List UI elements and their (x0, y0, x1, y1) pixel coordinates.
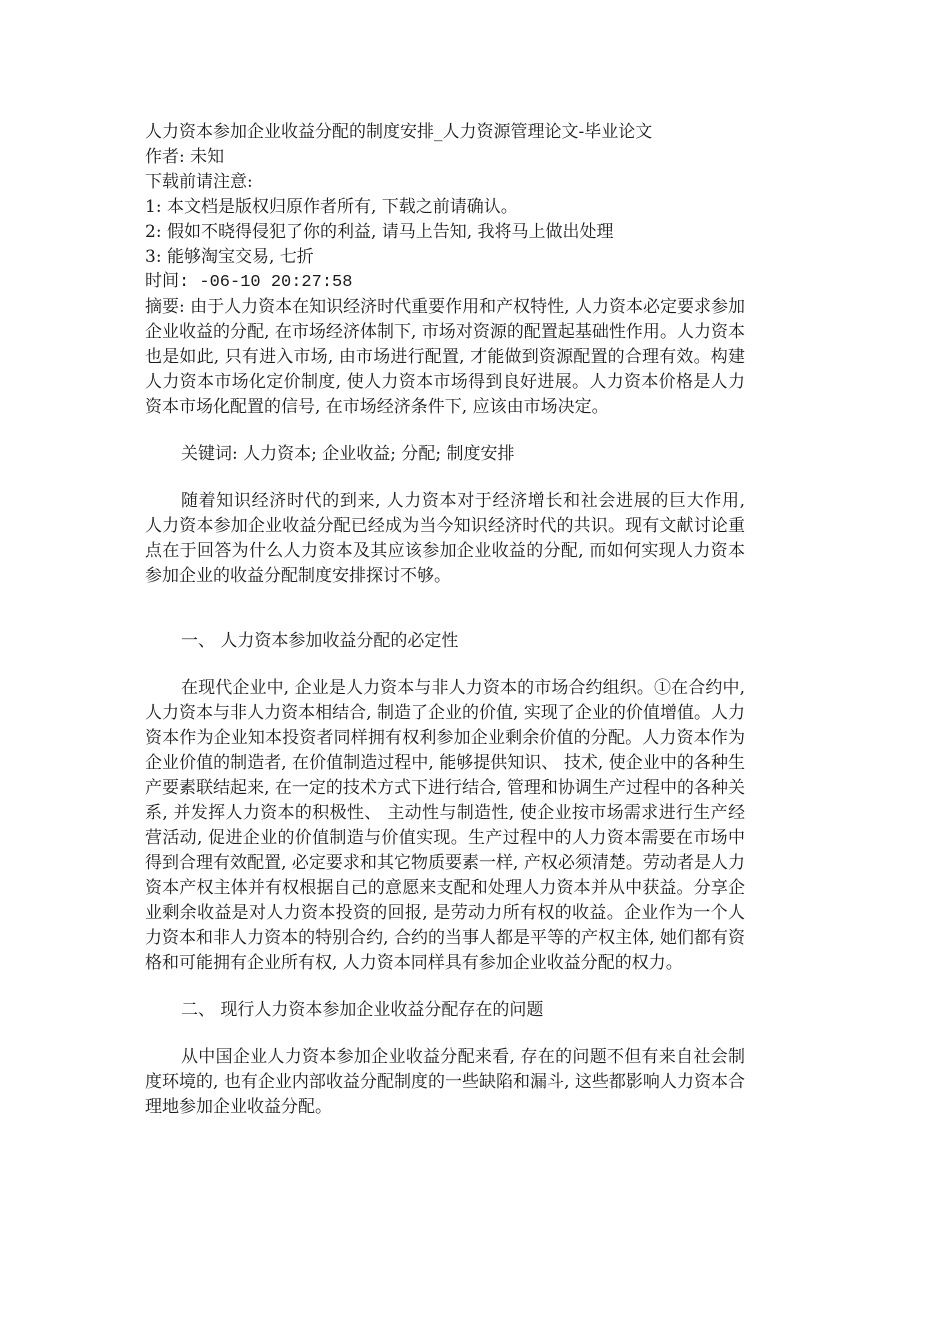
notice-item: 1: 本文档是版权归原作者所有, 下载之前请确认。 (145, 197, 518, 217)
section-heading: 二、 现行人力资本参加企业收益分配存在的问题 (181, 1000, 544, 1020)
intro-paragraph: 随着知识经济时代的到来, 人力资本对于经济增长和社会进展的巨大作用, 人力资本参加企业收益分配已经成为当今知识经济时代的共识。现有文献讨论重点在于回答为什么人力资本及其应该参加企业收益的分配, 而如何实现人力资本参加企业的收益分配制度安排探讨不够。 (145, 491, 745, 586)
notice-header: 下载前请注意: (145, 172, 253, 192)
document-page (145, 120, 745, 1120)
section-heading: 一、 人力资本参加收益分配的必定性 (181, 631, 459, 651)
keywords-line: 关键词: 人力资本; 企业收益; 分配; 制度安排 (181, 444, 515, 464)
document-title: 人力资本参加企业收益分配的制度安排_人力资源管理论文-毕业论文 (145, 122, 653, 142)
notice-item: 3: 能够淘宝交易, 七折 (145, 247, 314, 267)
time-line: 时间: -06-10 20:27:58 (145, 273, 353, 292)
abstract-paragraph: 摘要: 由于人力资本在知识经济时代重要作用和产权特性, 人力资本必定要求参加企业收益的分配, 在市场经济体制下, 市场对资源的配置起基础性作用。人力资本也是如此, 只有进入市场, 由市场进行配置, 才能做到资源配置的合理有效。构建人力资本市场化定价制度, 使人力资本市场得到良好进展。人力资本价格是人力资本市场化配置的信号, 在市场经济条件下, 应该由市场决定。 (145, 297, 745, 417)
section-body: 从中国企业人力资本参加企业收益分配来看, 存在的问题不但有来自社会制度环境的, 也有企业内部收益分配制度的一些缺陷和漏斗, 这些都影响人力资本合理地参加企业收益分配。 (145, 1047, 745, 1117)
section-body: 在现代企业中, 企业是人力资本与非人力资本的市场合约组织。①在合约中, 人力资本与非人力资本相结合, 制造了企业的价值, 实现了企业的价值增值。人力资本作为企业知本投资者同样拥有权利参加企业剩余价值的分配。人力资本作为企业价值的制造者, 在价值制造过程中, 能够提供知识、 技术, 使企业中的各种生产要素联结起来, 在一定的技术方式下进行结合, 管理和协调生产过程中的各种关系, 并发挥人力资本的积极性、 主动性与制造性, 使企业按市场需求进行生产经营活动, 促进企业的价值制造与价值实现。生产过程中的人力资本需要在市场中得到合理有效配置, 必定要求和其它物质要素一样, 产权必须清楚。劳动者是人力资本产权主体并有权根据自己的意愿来支配和处理人力资本并从中获益。分享企业剩余收益是对人力资本投资的回报, 是劳动力所有权的收益。企业作为一个人力资本和非人力资本的特别合约, 合约的当事人都是平等的产权主体, 她们都有资格和可能拥有企业所有权, 人力资本同样具有参加企业收益分配的权力。 (145, 678, 745, 973)
author-line: 作者: 未知 (145, 147, 225, 167)
notice-item: 2: 假如不晓得侵犯了你的利益, 请马上告知, 我将马上做出处理 (145, 222, 614, 242)
